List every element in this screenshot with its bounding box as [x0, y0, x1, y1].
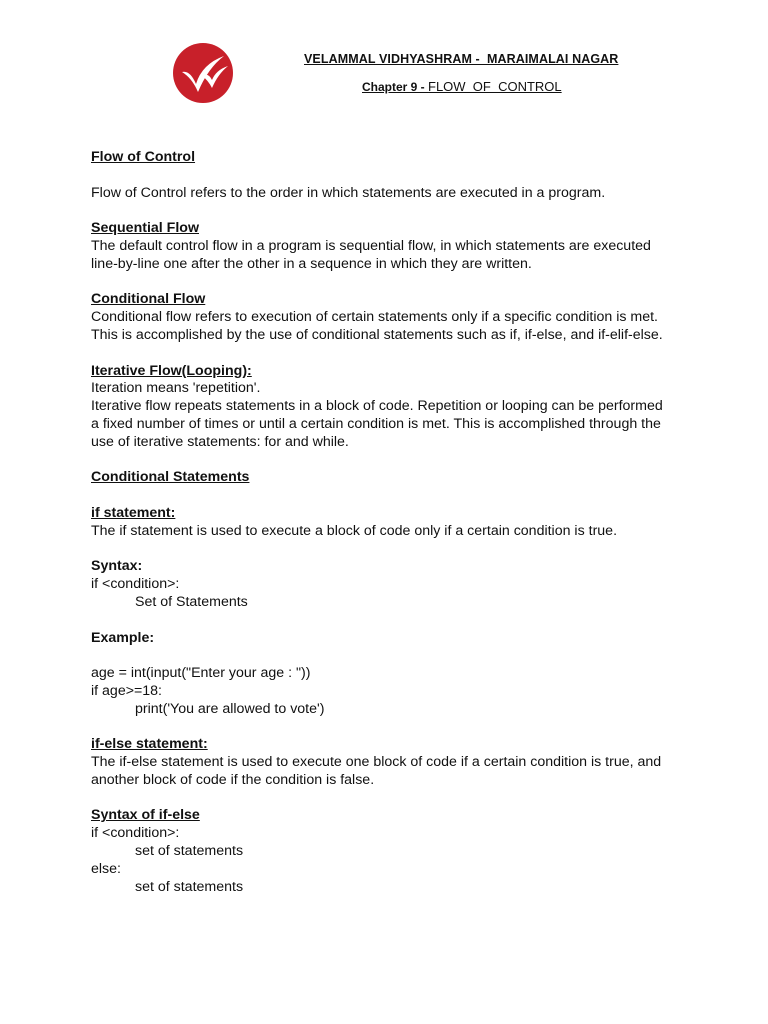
conditional-statements-heading: Conditional Statements — [91, 469, 250, 486]
syntax-line: if <condition>: — [91, 576, 180, 593]
example-code-line: print('You are allowed to vote') — [135, 700, 325, 717]
iterative-flow-line: Iterative flow repeats statements in a block of code. Repetition or looping can be performed — [91, 398, 663, 415]
chapter-title: FLOW OF CONTROL — [428, 79, 562, 94]
if-statement-heading: if statement: — [91, 504, 176, 521]
chapter-number: Chapter 9 - — [362, 80, 429, 94]
document-body — [91, 149, 721, 896]
sequential-flow-line: The default control flow in a program is sequential flow, in which statements are executed — [91, 237, 651, 254]
flow-of-control-heading: Flow of Control — [91, 149, 196, 165]
sequential-flow-line: line-by-line one after the other in a sequence in which they are written. — [91, 255, 532, 272]
sequential-flow-heading: Sequential Flow — [91, 220, 199, 237]
flow-of-control-text: Flow of Control refers to the order in which statements are executed in a program. — [91, 184, 606, 201]
iterative-flow-line: a fixed number of times or until a certain condition is met. This is accomplished through the — [91, 415, 661, 432]
if-statement-text: The if statement is used to execute a block of code only if a certain condition is true. — [91, 522, 618, 539]
syntax-if-else-line: if <condition>: — [91, 825, 180, 842]
syntax-if-else-heading: Syntax of if-else — [91, 807, 200, 824]
if-else-text: another block of code if the condition is false. — [91, 771, 375, 788]
conditional-flow-line: This is accomplished by the use of conditional statements such as if, if-else, and if-elif-else. — [91, 326, 663, 343]
iterative-flow-line: use of iterative statements: for and while. — [91, 433, 349, 450]
if-else-text: The if-else statement is used to execute one block of code if a certain condition is true, and — [91, 754, 662, 771]
syntax-if-else-line: set of statements — [135, 843, 244, 860]
syntax-heading: Syntax: — [91, 558, 143, 575]
school-logo — [172, 42, 234, 104]
syntax-if-else-line: set of statements — [135, 878, 244, 895]
example-code-line: age = int(input("Enter your age : ")) — [91, 665, 311, 682]
syntax-line: Set of Statements — [135, 593, 248, 610]
example-heading: Example: — [91, 629, 155, 646]
school-name: VELAMMAL VIDHYASHRAM - MARAIMALAI NAGAR — [304, 52, 619, 66]
iterative-flow-line: Iteration means 'repetition'. — [91, 380, 261, 397]
iterative-flow-heading: Iterative Flow(Looping): — [91, 362, 252, 379]
example-code-line: if age>=18: — [91, 682, 162, 699]
conditional-flow-heading: Conditional Flow — [91, 291, 206, 308]
if-else-heading: if-else statement: — [91, 736, 208, 753]
syntax-if-else-line: else: — [91, 860, 121, 877]
conditional-flow-line: Conditional flow refers to execution of certain statements only if a specific condition is met. — [91, 309, 658, 326]
chapter-heading — [362, 79, 562, 94]
